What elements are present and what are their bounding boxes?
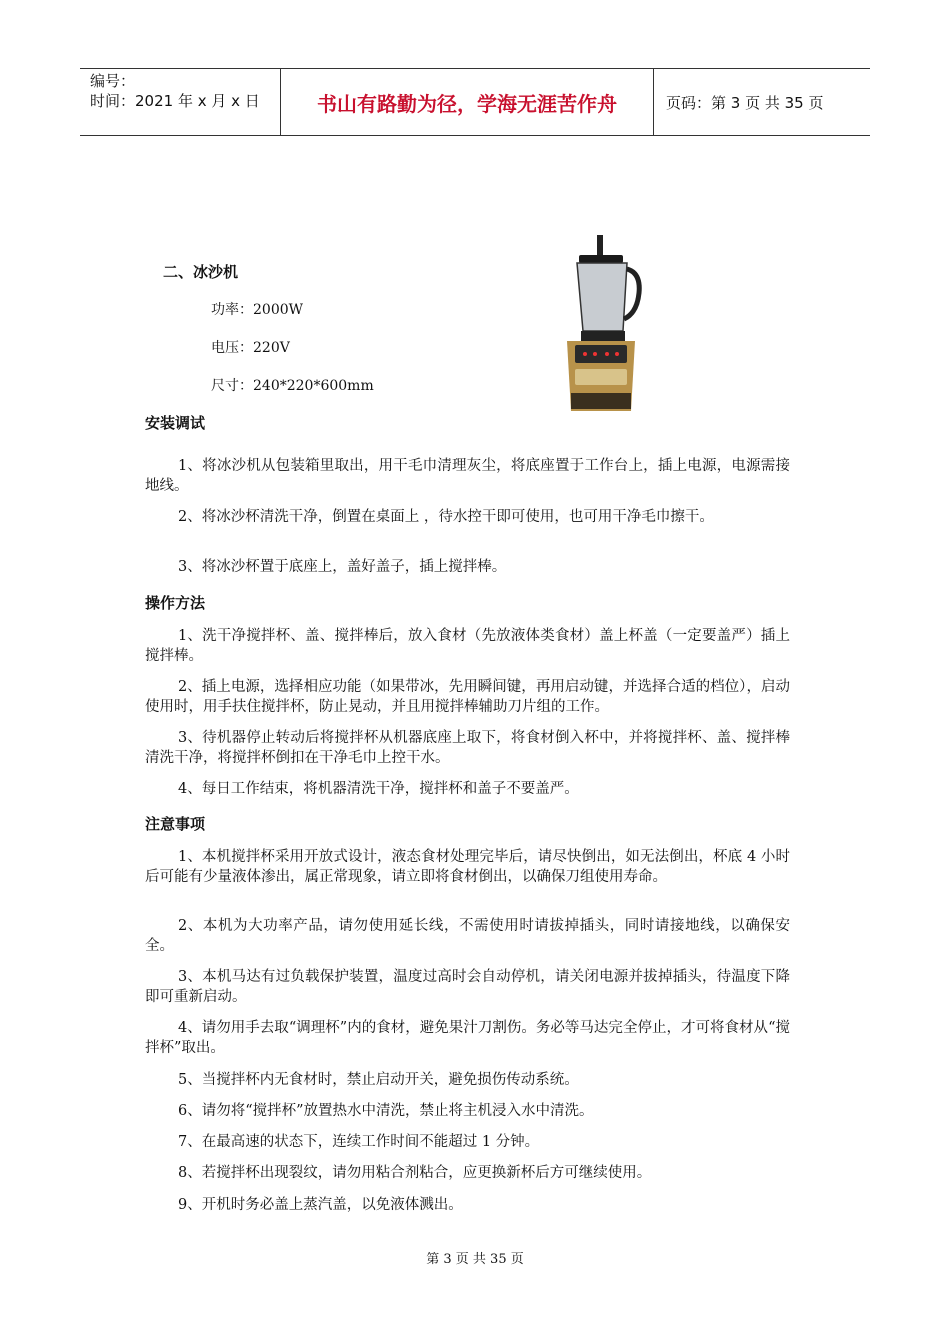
notes-item-6: 6、请勿将“搅拌杯”放置热水中清洗，禁止将主机浸入水中清洗。	[178, 1103, 594, 1119]
header-page-info: 页码：第 3 页 共 35 页	[666, 93, 824, 112]
notes-item-1: 1、本机搅拌杯采用开放式设计，液态食材处理完毕后，请尽快倒出，如无法倒出，杯底 4 小时后可能有少量液体渗出，属正常现象，请立即将食材倒出，以确保刀组使用寿命。	[145, 849, 790, 885]
install-item-2: 2、将冰沙杯清洗干净，倒置在桌面上 ，待水控干即可使用，也可用干净毛巾擦干。	[178, 509, 714, 525]
spec-power: 功率：2000W	[211, 302, 304, 318]
number-label: 编号：	[90, 72, 136, 90]
page-footer: 第 3 页 共 35 页	[426, 1252, 524, 1267]
spec-size: 尺寸：240*220*600mm	[211, 378, 374, 394]
install-item-3: 3、将冰沙杯置于底座上，盖好盖子，插上搅拌棒。	[178, 559, 507, 575]
operate-item-2: 2、插上电源，选择相应功能（如果带冰，先用瞬间键，再用启动键，并选择合适的档位），启动使用时，用手扶住搅拌杯，防止晃动，并且用搅拌棒辅助刀片组的工作。	[145, 679, 790, 715]
operate-item-3: 3、待机器停止转动后将搅拌杯从机器底座上取下，将食材倒入杯中，并将搅拌杯、盖、搅拌棒清洗干净，将搅拌杯倒扣在干净毛巾上控干水。	[145, 730, 790, 766]
spec-voltage: 电压：220V	[211, 340, 290, 356]
notes-item-4: 4、请勿用手去取“调理杯”内的食材，避免果汁刀割伤。务必等马达完全停止，才可将食材从“搅拌杯”取出。	[145, 1020, 790, 1056]
notes-item-9: 9、开机时务必盖上蒸汽盖，以免液体溅出。	[178, 1197, 463, 1213]
time-label: 时间：2021 年 x 月 x 日	[90, 92, 260, 110]
blender-image	[549, 233, 653, 415]
notes-item-7: 7、在最高速的状态下，连续工作时间不能超过 1 分钟。	[178, 1134, 540, 1150]
section-title: 二、冰沙机	[163, 263, 239, 281]
notes-item-2: 2、本机为大功率产品，请勿使用延长线，不需使用时请拔掉插头，同时请接地线，以确保安全。	[145, 918, 790, 954]
operate-item-1: 1、洗干净搅拌杯、盖、搅拌棒后，放入食材（先放液体类食材）盖上杯盖（一定要盖严）插上搅拌棒。	[145, 628, 790, 664]
notes-item-3: 3、本机马达有过负载保护装置，温度过高时会自动停机，请关闭电源并拔掉插头，待温度下降即可重新启动。	[145, 969, 790, 1005]
operate-heading: 操作方法	[145, 594, 206, 612]
notes-item-5: 5、当搅拌杯内无食材时，禁止启动开关，避免损伤传动系统。	[178, 1072, 579, 1088]
install-heading: 安装调试	[145, 414, 206, 432]
notes-item-8: 8、若搅拌杯出现裂纹，请勿用粘合剂粘合，应更换新杯后方可继续使用。	[178, 1165, 652, 1181]
header-motto: 书山有路勤为径，学海无涯苦作舟	[280, 69, 654, 135]
page-header	[80, 68, 870, 136]
notes-heading: 注意事项	[145, 815, 206, 833]
operate-item-4: 4、每日工作结束，将机器清洗干净，搅拌杯和盖子不要盖严。	[178, 781, 579, 797]
header-meta	[80, 69, 280, 135]
install-item-1: 1、将冰沙机从包装箱里取出，用干毛巾清理灰尘，将底座置于工作台上，插上电源，电源需接地线。	[145, 458, 790, 494]
